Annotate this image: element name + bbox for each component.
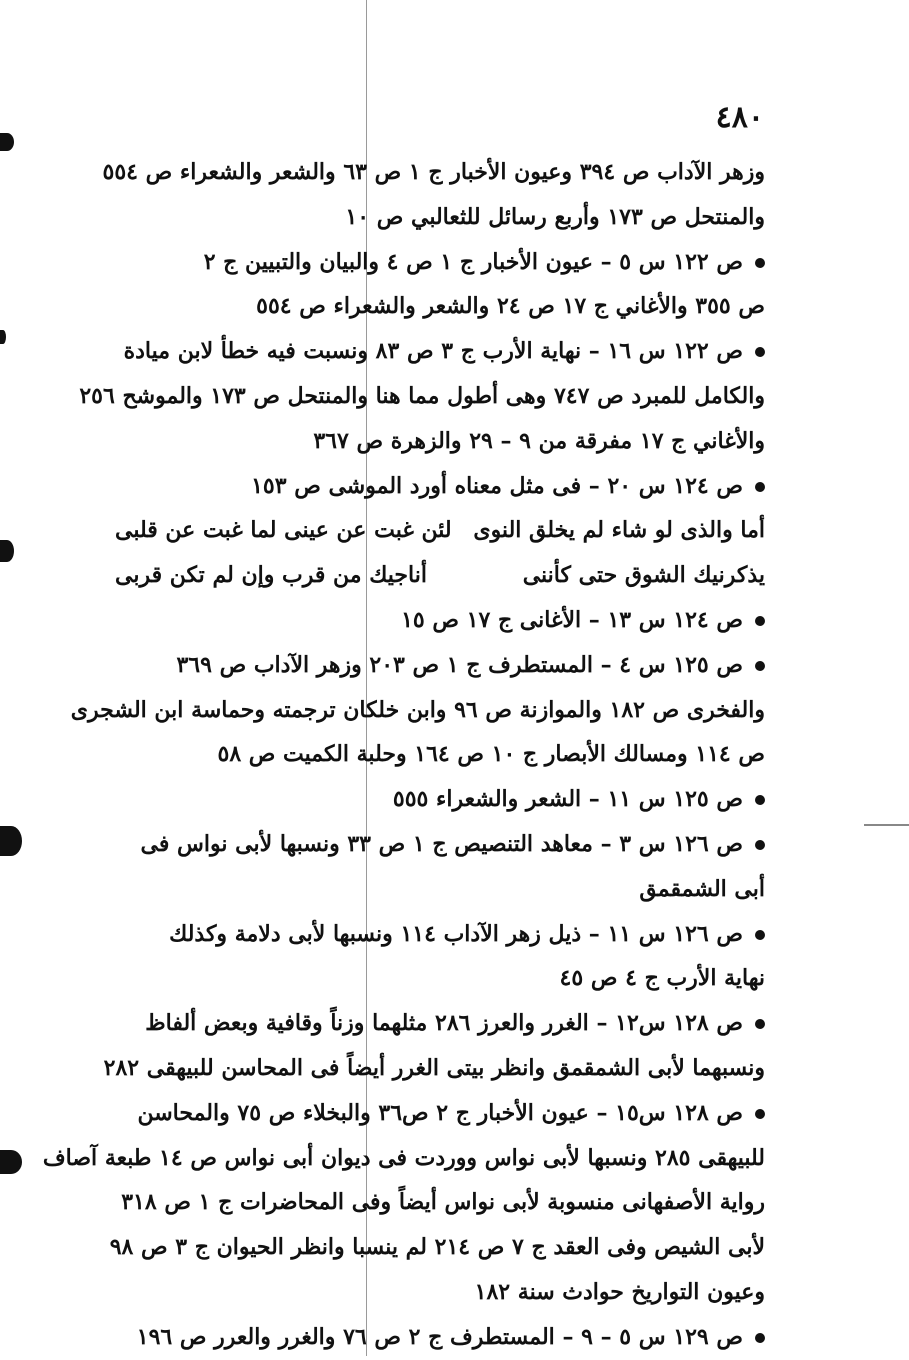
- line-text: والمنتحل ص ١٧٣ وأربع رسائل للثعالبي ص ١٠: [345, 203, 765, 230]
- note-continuation-line: [115, 1180, 765, 1225]
- verse-first-hemistich: أما والذى لو شاء لم يخلق النوى: [473, 517, 765, 544]
- line-text: والأغاني ج ١٧ مفرقة من ٩ – ٢٩ والزهرة ص ٣٦٧: [313, 427, 765, 454]
- poem-block: [115, 508, 765, 598]
- note-entry-line: [115, 643, 765, 688]
- note-entry-line: [115, 1315, 765, 1360]
- note-continuation-line: [115, 956, 765, 1001]
- bullet-icon: [755, 795, 765, 805]
- bullet-icon: [755, 616, 765, 626]
- bullet-icon: [755, 258, 765, 268]
- line-text: نهاية الأرب ج ٤ ص ٤٥: [559, 965, 765, 992]
- line-text: ص ١٢٥ س ٤ – المستطرف ج ١ ص ٢٠٣ وزهر الآداب ص ٣٦٩: [176, 651, 743, 678]
- bullet-icon: [755, 347, 765, 357]
- bullet-icon: [755, 1109, 765, 1119]
- line-text: ص ١٢٤ س ١٣ – الأغانى ج ١٧ ص ١٥: [401, 606, 743, 633]
- line-text: والفخرى ص ١٨٢ والموازنة ص ٩٦ وابن خلكان ترجمته وحماسة ابن الشجرى: [70, 696, 765, 723]
- line-text: ص ١٢٢ س ٥ – عيون الأخبار ج ١ ص ٤ والبيان والتبيين ج ٢: [203, 248, 743, 275]
- line-text: ص ١٢٩ س ٥ – ٩ – المستطرف ج ٢ ص ٧٦ والغرر والعرر ص ١٩٦: [136, 1323, 743, 1350]
- poem-verse: [115, 553, 765, 598]
- line-text: ص ١٢٦ س ١١ – ذيل زهر الآداب ١١٤ ونسبها لأبى دلامة وكذلك: [169, 920, 743, 947]
- note-entry-line: [115, 240, 765, 285]
- note-continuation-line: [115, 1270, 765, 1315]
- footnote-text-body: [42, 150, 765, 1360]
- note-entry-line: [115, 1001, 765, 1046]
- line-text: ص ١٢٨ س١٢ – الغرر والعرز ٢٨٦ مثلهما وزناً وقافية وبعض ألفاظ: [145, 1010, 743, 1037]
- margin-ink-mark: [0, 330, 6, 344]
- note-entry-line: [115, 598, 765, 643]
- poem-verse: [115, 508, 765, 553]
- bullet-icon: [755, 1333, 765, 1343]
- note-continuation-line: [70, 688, 765, 733]
- bullet-icon: [755, 482, 765, 492]
- line-text: للبيهقى ٢٨٥ ونسبها لأبى نواس ووردت فى ديوان أبى نواس ص ١٤ طبعة آصاف: [42, 1144, 765, 1171]
- margin-ink-mark: [0, 826, 22, 856]
- note-entry-line: [115, 329, 765, 374]
- line-text: ص ٣٥٥ والأغاني ج ١٧ ص ٢٤ والشعر والشعراء ص ٥٥٤: [256, 293, 765, 320]
- verse-second-hemistich: لئن غبت عن عينى لما غبت عن قلبى: [115, 517, 452, 544]
- note-entry-line: [115, 912, 765, 957]
- notes-block: [79, 150, 765, 508]
- line-text: ص ١٢٤ س ٢٠ – فى مثل معناه أورد الموشى ص ١٥٣: [251, 472, 743, 499]
- line-text: ص ١٢٢ س ١٦ – نهاية الأرب ج ٣ ص ٨٣ ونسبت فيه خطأ لابن ميادة: [123, 338, 743, 365]
- margin-tick-mark: [864, 824, 909, 826]
- note-continuation-line: [79, 374, 765, 419]
- note-continuation-line: [115, 732, 765, 777]
- line-text: ص ١٢٥ س ١١ – الشعر والشعراء ٥٥٥: [392, 786, 743, 813]
- note-entry-line: [115, 464, 765, 509]
- note-continuation-line: [102, 150, 765, 195]
- line-text: والكامل للمبرد ص ٧٤٧ وهى أطول مما هنا والمنتحل ص ١٧٣ والموشح ٢٥٦: [79, 382, 765, 409]
- verse-second-hemistich: أناجيك من قرب وإن لم تكن قربى: [115, 562, 427, 589]
- note-continuation-line: [103, 1046, 765, 1091]
- line-text: رواية الأصفهانى منسوبة لأبى نواس أيضاً وفى المحاضرات ج ١ ص ٣١٨: [121, 1189, 765, 1216]
- note-continuation-line: [115, 195, 765, 240]
- line-text: وزهر الآداب ص ٣٩٤ وعيون الأخبار ج ١ ص ٦٣ والشعر والشعراء ص ٥٥٤: [102, 159, 765, 185]
- notes-block: [42, 598, 765, 1360]
- bullet-icon: [755, 661, 765, 671]
- line-text: ص ١١٤ ومسالك الأبصار ج ١٠ ص ١٦٤ وحلبة الكميت ص ٥٨: [217, 741, 765, 768]
- line-text: ص ١٢٦ س ٣ – معاهد التنصيص ج ١ ص ٣٣ ونسبها لأبى نواس فى: [140, 830, 743, 857]
- line-text: ص ١٢٨ س١٥ – عيون الأخبار ج ٢ ص٣٦ والبخلاء ص ٧٥ والمحاسن: [137, 1099, 743, 1126]
- note-entry-line: [115, 777, 765, 822]
- verse-first-hemistich: يذكرنيك الشوق حتى كأننى: [522, 562, 765, 589]
- note-continuation-line: [109, 1225, 765, 1270]
- note-entry-line: [115, 822, 765, 867]
- bullet-icon: [755, 1019, 765, 1029]
- note-continuation-line: [115, 867, 765, 912]
- margin-ink-mark: [0, 133, 14, 151]
- bullet-icon: [755, 930, 765, 940]
- note-continuation-line: [115, 284, 765, 329]
- note-entry-line: [115, 1091, 765, 1136]
- line-text: وعيون التواريخ حوادث سنة ١٨٢: [474, 1278, 765, 1305]
- line-text: ونسبهما لأبى الشمقمق وانظر بيتى الغرر أيضاً فى المحاسن للبيهقى ٢٨٢: [103, 1054, 765, 1081]
- margin-ink-mark: [0, 540, 14, 562]
- margin-ink-mark: [0, 1150, 22, 1174]
- bullet-icon: [755, 840, 765, 850]
- line-text: لأبى الشيص وفى العقد ج ٧ ص ٢١٤ لم ينسبا وانظر الحيوان ج ٣ ص ٩٨: [109, 1234, 765, 1261]
- page-number: ٤٨٠: [715, 100, 764, 135]
- note-continuation-line: [115, 419, 765, 464]
- line-text: أبى الشمقمق: [639, 875, 765, 902]
- note-continuation-line: [42, 1136, 765, 1181]
